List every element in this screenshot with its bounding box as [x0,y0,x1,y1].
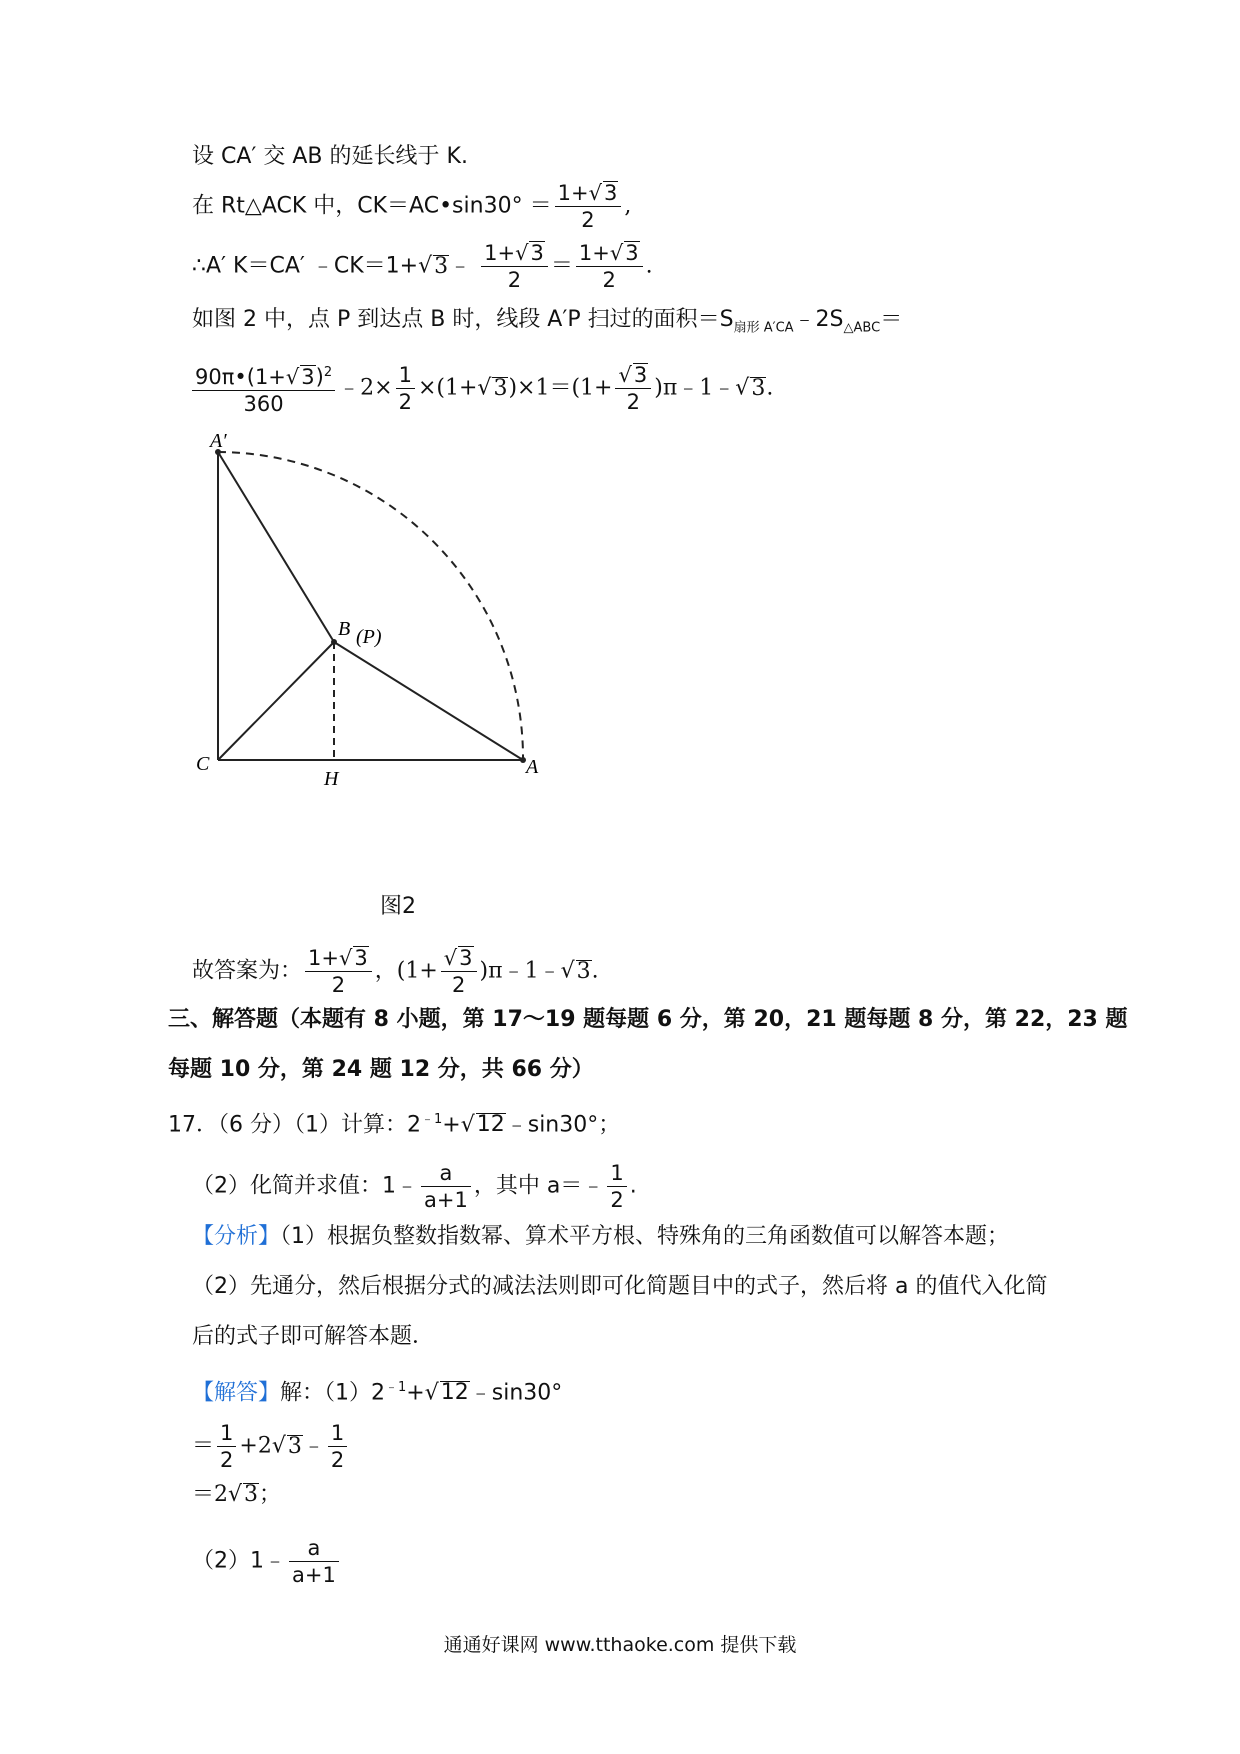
segment-ba [334,642,523,760]
question-17-part-1: 17．（6 分）（1）计算：$2^{﹣1}+√12﹣\sin 30^\circ$； [168,1112,621,1138]
fraction: $\frac{√3}{2}$ [615,362,651,415]
fraction: $\frac{90\pi•(1+√3)^2}{360}$ [192,360,335,417]
answer-label: 故答案为： [192,958,303,984]
label-a-prime: A′ [210,430,227,452]
q17-part2-condition: ，其中 a＝﹣ [473,1173,605,1199]
text-line-ak-equation: ∴A′ K＝CA′ ﹣CK＝1+√3﹣ $\frac{1+√3}{2}$ ＝ $\frac{1+√3}{2}$ . [192,241,653,292]
label-a: A [526,756,539,778]
solution-final-prefix: ＝2 [192,1482,228,1507]
section-title-line-2: 每题 10 分，第 24 题 12 分，共 66 分） [168,1057,594,1082]
swept-area-text: 如图 2 中，点 P 到达点 B 时，线段 A′P 扫过的面积＝S [192,307,734,332]
q17-part1-text: 17．（6 分）（1）计算：2 [168,1112,421,1138]
label-h: H [324,768,339,790]
solution-tag: 【解答】 [192,1380,281,1406]
section-title-line-1: 三、解答题（本题有 8 小题，第 17～19 题每题 6 分，第 20，21 题每题 8 分，第 22，23 题 [168,1007,1128,1032]
segment-cb [218,642,334,760]
fraction: $\frac{1+√3}{2}$ [555,180,622,233]
fraction: $\frac{1}{2}$ [217,1420,236,1473]
sector-subscript: 扇形 A′CA [733,320,794,336]
q17-part2-text: （2）化简并求值：1﹣ [192,1173,418,1199]
solution-line-3: ＝2√3； [192,1482,282,1507]
swept-area-equals: ＝ [880,307,903,332]
label-p: (P) [356,626,382,648]
point-b [331,639,337,645]
label-c: C [196,753,210,775]
fraction: $\frac{1}{2}$ [607,1160,626,1213]
analysis-line-3: 后的式子即可解答本题． [192,1324,435,1349]
ak-equation-lhs: ∴A′ K＝CA′ ﹣CK＝1+ [192,253,419,279]
solution-line-1: 【解答】解：$(1)2^{﹣1}+√12﹣\sin 30^\circ$ [192,1380,563,1406]
text-line-k-definition: 设 CA′ 交 AB 的延长线于 K. [192,144,468,169]
analysis-text-1: （1）根据负整数指数幂、算术平方根、特殊角的三角函数值可以解答本题； [280,1224,1010,1249]
analysis-line-2: （2）先通分，然后根据分式的减法法则即可化简题目中的式子，然后将 a 的值代入化简 [192,1274,1048,1299]
segment-a-prime-b [218,452,334,642]
question-17-part-2: （2）化简并求值：1﹣ $\frac{a}{a+1}$ ，其中 a＝﹣ $\frac{1}{2}$ . [192,1161,637,1212]
fraction: $\frac{1+√3}{2}$ [481,240,548,293]
fraction: $\frac{1}{2}$ [328,1420,347,1473]
text-line-swept-area [192,305,902,343]
solution-text-1: 解：（1）2 [280,1380,386,1406]
solution-line-4 [192,1535,342,1588]
fraction: $\frac{1+√3}{2}$ [576,240,643,293]
text-line-answer: 故答案为： $\frac{1+√3}{2}$ ，(1+ $\frac{√3}{2}$ )π﹣1﹣√3. [192,946,599,997]
solution-part2-text: （2）1﹣ [192,1548,286,1574]
analysis-line-1 [192,1222,1009,1252]
fraction: $\frac{√3}{2}$ [441,945,477,998]
triangle-subscript: △ABC [843,320,881,336]
solution-line-2: ＝ $\frac{1}{2}$ +2√3﹣ $\frac{1}{2}$ [192,1420,350,1473]
fraction: $\frac{1+√3}{2}$ [305,945,372,998]
fraction: $\frac{a}{a+1}$ [289,1535,339,1588]
analysis-tag: 【分析】 [192,1224,281,1249]
figure-caption: 图2 [380,894,416,919]
swept-area-minus: ﹣2S [793,307,844,332]
page-footer: 通通好课网 www.tthaoke.com 提供下载 [443,1634,797,1656]
geometry-figure [190,425,570,825]
label-b: B [338,618,351,640]
fraction: $\frac{1}{2}$ [396,362,415,415]
text-line-area-formula: $\frac{90\pi•(1+√3)^2}{360}$ ﹣2× $\frac{1}{2}$ ×(1+√3)×1＝(1+ $\frac{√3}{2}$ )π﹣1﹣√3. [192,360,773,417]
fraction: $\frac{a}{a+1}$ [421,1160,471,1213]
ck-equation-lhs: 在 Rt△ACK 中，CK＝AC•sin30° [192,193,523,219]
text-line-ck-equation: 在 Rt△ACK 中，CK＝AC•sin30° ＝ $\frac{1+√3}{2}$ , [192,181,632,232]
